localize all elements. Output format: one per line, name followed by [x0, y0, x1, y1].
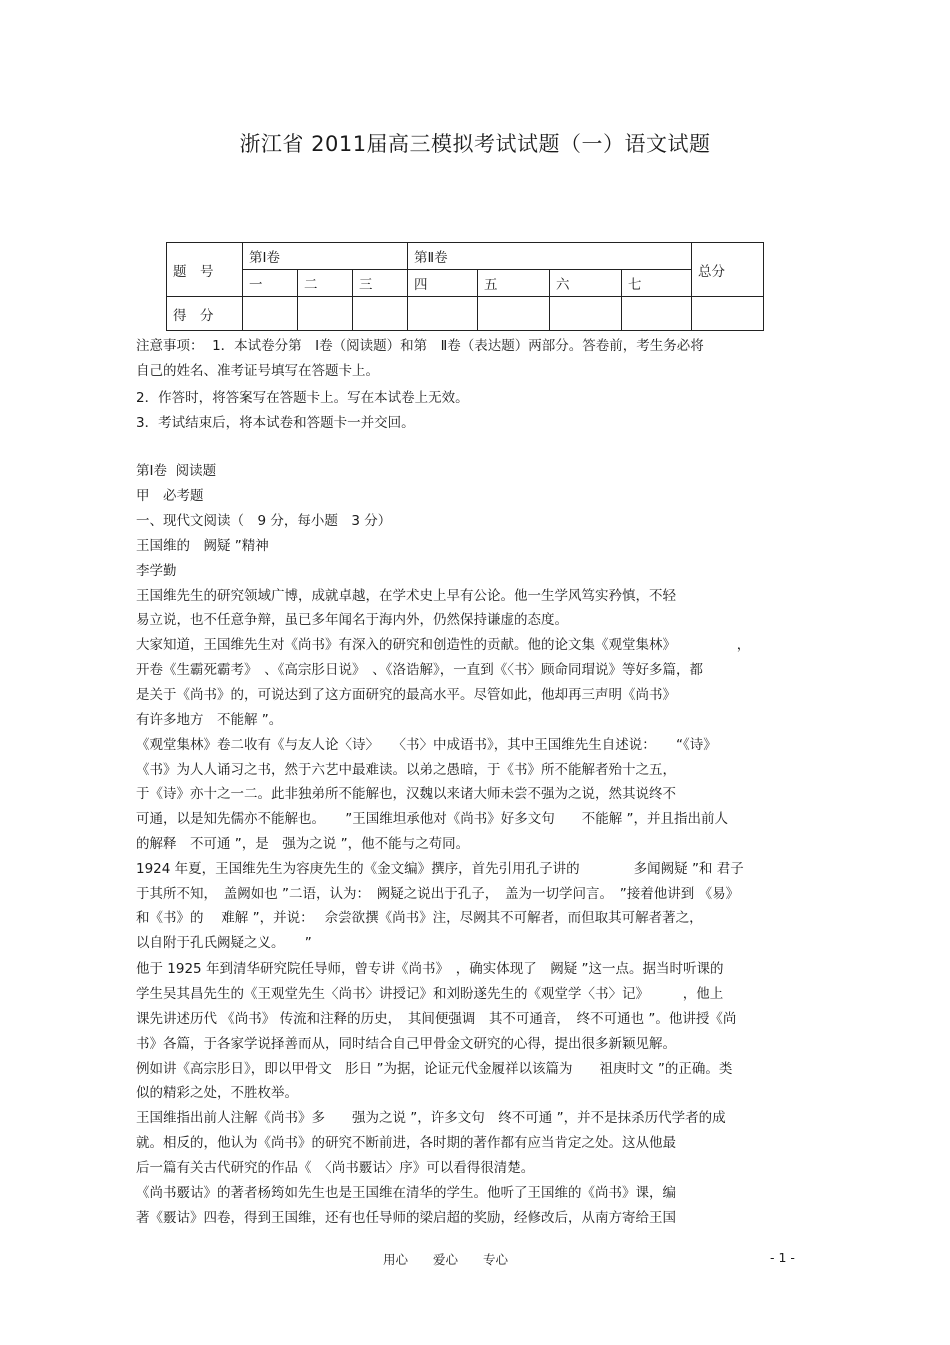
body-line: 就。相反的，他认为《尚书》的研究不断前进，各时期的著作都有应当肯定之处。这从他最 — [136, 1135, 676, 1151]
section-heading: 第Ⅰ卷 阅读题 — [136, 463, 217, 479]
body-line: 例如讲《高宗肜日》，即以甲骨文 肜日 ”为据，论证元代金履祥以该篇为 祖庚时文 ”的正确。类 — [136, 1061, 733, 1077]
body-line: 于其所不知， 盖阙如也 ”二语，认为： 阙疑之说出于孔子， 盖为一切学问言。 ”接着他讲到 《易》 — [136, 886, 740, 902]
body-line: 书》各篇，于各家学说择善而从，同时结合自己甲骨金文研究的心得，提出很多新颖见解。 — [136, 1036, 676, 1052]
body-line: 王国维指出前人注解《尚书》多 强为之说 ”，许多文句 终不可通 ”，并不是抹杀历代学者的成 — [136, 1110, 726, 1126]
notice-line: 3．考试结束后，将本试卷和答题卡一并交回。 — [136, 415, 415, 431]
notice-line: 2．作答时，将答案写在答题卡上。写在本试卷上无效。 — [136, 390, 469, 406]
body-line: 的解释 不可通 ”，是 强为之说 ”，他不能与之苟同。 — [136, 836, 470, 852]
body-line: 于《诗》亦十之一二。此非独弟所不能解也，汉魏以来诸大师未尝不强为之说，然其说终不 — [136, 786, 676, 802]
body-line: 可通，以是知先儒亦不能解也。 ”王国维坦承他对《尚书》好多文句 不能解 ”，并且指出前人 — [136, 811, 729, 827]
body-line: 似的精彩之处，不胜枚举。 — [136, 1085, 298, 1101]
body-line: 开卷《生霸死霸考》 、《高宗肜日说》 、《洛诰解》，一直到《〈书〉顾命同瑁说》等好多篇，都 — [136, 662, 703, 678]
question-col-3: 三 — [353, 270, 408, 297]
score-cell — [298, 297, 353, 331]
notice-line: 自己的姓名、准考证号填写在答题卡上。 — [136, 363, 379, 379]
page-number: - 1 - — [770, 1250, 795, 1265]
score-cell — [550, 297, 622, 331]
question-col-5: 五 — [478, 270, 550, 297]
body-line: 著《覈诂》四卷，得到王国维，还有也任导师的梁启超的奖励，经修改后，从南方寄给王国 — [136, 1210, 676, 1226]
question-col-4: 四 — [408, 270, 478, 297]
body-line: 《观堂集林》卷二收有《与友人论〈诗〉 〈书〉中成语书》，其中王国维先生自述说： “《诗》 — [136, 737, 717, 753]
article-author: 李学勤 — [136, 563, 177, 579]
total-header: 总分 — [692, 243, 764, 297]
body-line: 和《书》的 难解 ”，并说： 佘尝欲撰《尚书》注，尽阙其不可解者，而但取其可解者著之， — [136, 910, 703, 926]
score-cell — [353, 297, 408, 331]
body-line: 课先讲述历代 《尚书》 传流和注释的历史， 其间便强调 其不可通音， 终不可通也 ”。他讲授《尚 — [136, 1011, 737, 1027]
body-line: 《书》为人人诵习之书，然于六艺中最难读。以弟之愚暗，于《书》所不能解者殆十之五， — [136, 762, 676, 778]
score-cell — [692, 297, 764, 331]
body-line: 他于 1925 年到清华研究院任导师，曾专讲《尚书》 ，确实体现了 阙疑 ”这一点。据当时听课的 — [136, 961, 724, 977]
score-table — [166, 242, 764, 331]
body-line: 大家知道，王国维先生对《尚书》有深入的研究和创造性的贡献。他的论文集《观堂集林》 ， — [136, 637, 751, 653]
body-line: 1924 年夏，王国维先生为容庚先生的《金文编》撰序，首先引用孔子讲的 多闻阙疑 ”和 君子 — [136, 861, 744, 877]
body-line: 学生吴其昌先生的《王观堂先生〈尚书〉讲授记》和刘盼遂先生的《观堂学〈书〉记》 ，他上 — [136, 986, 724, 1002]
section-2-header: 第Ⅱ卷 — [408, 243, 692, 270]
question-col-1: 一 — [243, 270, 298, 297]
section-heading: 一、现代文阅读（ 9 分，每小题 3 分） — [136, 513, 392, 529]
score-cell — [408, 297, 478, 331]
section-heading: 甲 必考题 — [136, 488, 204, 504]
score-cell — [622, 297, 692, 331]
score-cell — [478, 297, 550, 331]
body-line: 王国维先生的研究领域广博，成就卓越，在学术史上早有公论。他一生学风笃实矜慎，不轻 — [136, 588, 676, 604]
score-label: 得 分 — [167, 297, 243, 331]
article-title: 王国维的 阙疑 ”精神 — [136, 538, 269, 554]
question-number-label: 题 号 — [167, 243, 243, 297]
score-cell — [243, 297, 298, 331]
body-line: 是关于《尚书》的，可说达到了这方面研究的最高水平。尽管如此，他却再三声明《尚书》 — [136, 687, 676, 703]
notice-line: 注意事项： 1．本试卷分第 Ⅰ卷（阅读题）和第 Ⅱ卷（表达题）两部分。答卷前，考生务必将 — [136, 338, 704, 354]
page-title: 浙江省 2011届高三模拟考试试题（一）语文试题 — [239, 132, 711, 156]
body-line: 有许多地方 不能解 ”。 — [136, 712, 283, 728]
question-col-7: 七 — [622, 270, 692, 297]
body-line: 易立说，也不任意争辩，虽已多年闻名于海内外，仍然保持谦虚的态度。 — [136, 612, 568, 628]
body-line: 后一篇有关古代研究的作品《 〈尚书覈诂〉序》可以看得很清楚。 — [136, 1160, 535, 1176]
section-1-header: 第Ⅰ卷 — [243, 243, 408, 270]
footer-motto: 用心 爱心 专心 — [383, 1252, 509, 1267]
question-col-2: 二 — [298, 270, 353, 297]
body-line: 以自附于孔氏阙疑之义。 ” — [136, 935, 312, 951]
question-col-6: 六 — [550, 270, 622, 297]
body-line: 《尚书覈诂》的著者杨筠如先生也是王国维在清华的学生。他听了王国维的《尚书》课，编 — [136, 1185, 676, 1201]
